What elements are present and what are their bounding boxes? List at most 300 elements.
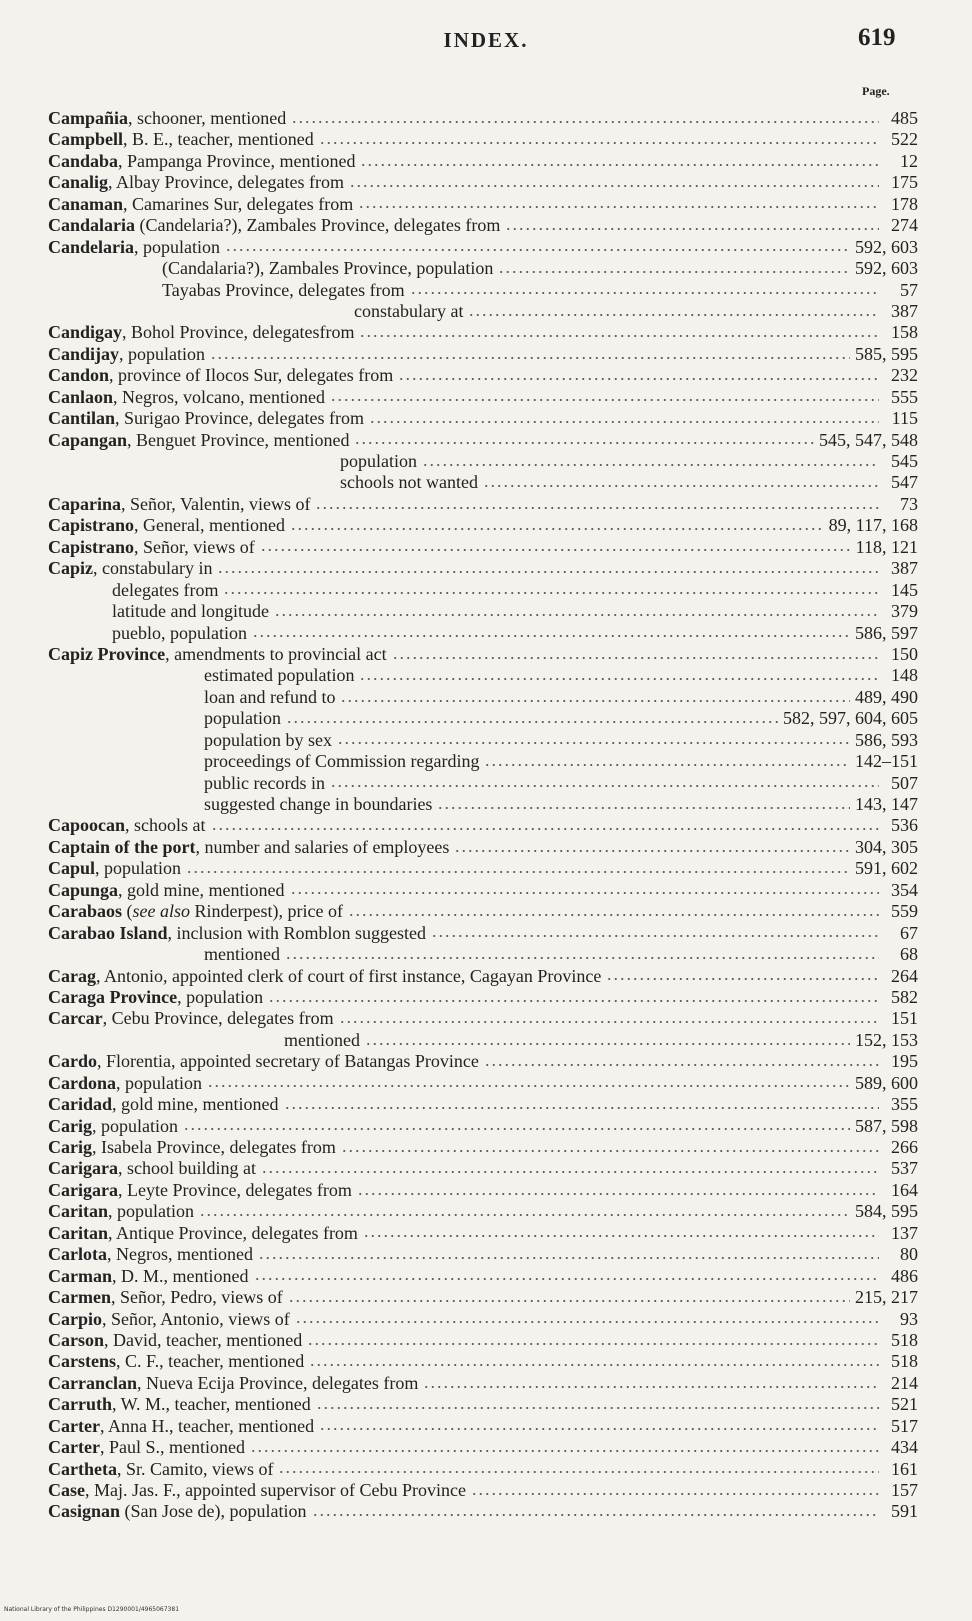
entry-text: , Señor, views of xyxy=(134,536,255,557)
entry-heading: Carpio xyxy=(48,1308,102,1329)
page-reference: 143, 147 xyxy=(855,794,918,814)
entry-label xyxy=(48,108,286,129)
entry-label xyxy=(48,1373,418,1394)
dot-leader xyxy=(210,356,850,360)
dot-leader xyxy=(505,227,879,231)
dot-leader xyxy=(260,548,851,552)
page-reference: 559 xyxy=(891,901,918,922)
entry-text: proceedings of Commission regarding xyxy=(204,751,480,772)
entry-text: , province of Ilocos Sur, delegates from xyxy=(109,365,394,386)
dot-leader xyxy=(431,934,879,938)
dot-leader xyxy=(312,1513,880,1517)
page-reference: 518 xyxy=(891,1329,918,1350)
entry-text: , Negros, mentioned xyxy=(106,1244,253,1265)
entry-label xyxy=(48,322,354,343)
index-entry xyxy=(48,172,918,193)
dot-leader xyxy=(365,1042,850,1046)
page-reference: 145 xyxy=(891,579,918,600)
dot-leader xyxy=(437,806,850,810)
entry-heading: Cartheta xyxy=(48,1458,117,1479)
entry-heading: Carmen xyxy=(48,1287,111,1308)
entry-heading: Carter xyxy=(48,1415,100,1436)
entry-heading: Caridad xyxy=(48,1094,113,1115)
entry-label xyxy=(48,1137,336,1158)
page-reference: 536 xyxy=(891,815,918,836)
dot-leader xyxy=(337,741,850,745)
page-reference: 158 xyxy=(891,322,918,343)
entry-heading: Cardona xyxy=(48,1072,117,1093)
dot-leader xyxy=(268,999,879,1003)
index-entry-list xyxy=(48,108,918,1523)
dot-leader xyxy=(217,570,879,574)
entry-label xyxy=(48,387,325,408)
entry-label xyxy=(48,472,478,493)
dot-leader xyxy=(498,270,850,274)
index-entry xyxy=(48,215,918,236)
index-entry xyxy=(48,1416,918,1437)
entry-text: , population xyxy=(134,236,221,257)
dot-leader xyxy=(252,634,850,638)
entry-label xyxy=(48,837,449,858)
entry-text: , Maj. Jas. F., appointed supervisor of Cebu Province xyxy=(85,1480,467,1500)
entry-label xyxy=(48,301,463,322)
dot-leader xyxy=(340,699,850,703)
index-entry xyxy=(48,794,918,815)
dot-leader xyxy=(286,720,778,724)
entry-heading: Capiz Province xyxy=(48,643,166,664)
index-entry xyxy=(48,1137,918,1158)
entry-label xyxy=(48,923,426,944)
dot-leader xyxy=(274,613,879,617)
entry-label xyxy=(48,623,247,644)
entry-heading: Capangan xyxy=(48,429,128,450)
index-entry xyxy=(48,665,918,686)
entry-heading: Carag xyxy=(48,965,96,986)
index-entry xyxy=(48,601,918,622)
entry-label xyxy=(48,987,263,1008)
entry-label xyxy=(48,580,218,601)
page-reference: 161 xyxy=(891,1458,918,1479)
index-entry xyxy=(48,1501,918,1522)
entry-heading: Carabaos xyxy=(48,901,123,922)
dot-leader xyxy=(285,956,879,960)
page-reference: 215, 217 xyxy=(855,1287,918,1308)
dot-leader xyxy=(309,1363,879,1367)
entry-label xyxy=(48,194,353,215)
dot-leader xyxy=(291,120,879,124)
entry-label xyxy=(48,1351,304,1372)
index-entry xyxy=(48,644,918,665)
entry-text: population xyxy=(340,451,417,471)
page-reference: 93 xyxy=(900,1308,918,1329)
page-reference: 591, 602 xyxy=(855,858,918,879)
entry-heading: Candelaria xyxy=(48,236,135,257)
dot-leader xyxy=(359,677,879,681)
entry-label xyxy=(48,815,206,836)
entry-heading: Capiz xyxy=(48,558,93,579)
dot-leader xyxy=(183,1127,850,1131)
entry-label xyxy=(48,1309,290,1330)
page-reference: 118, 121 xyxy=(855,536,918,557)
entry-label xyxy=(48,880,285,901)
entry-text: , Nueva Ecija Province, delegates from xyxy=(137,1372,419,1393)
index-entry xyxy=(48,108,918,129)
entry-text: latitude and longitude xyxy=(112,601,269,622)
entry-text: (Candelaria?), Zambales Province, delegates from xyxy=(135,215,501,236)
page-reference: 518 xyxy=(891,1351,918,1372)
dot-leader xyxy=(398,377,879,381)
index-entry xyxy=(48,515,918,536)
entry-heading: Carman xyxy=(48,1265,112,1286)
entry-text: (San Jose de), population xyxy=(120,1501,307,1522)
index-entry xyxy=(48,301,918,322)
index-entry xyxy=(48,194,918,215)
entry-label xyxy=(48,494,310,515)
entry-label xyxy=(48,1266,249,1287)
dot-leader xyxy=(392,656,879,660)
entry-text: , population xyxy=(92,1115,178,1136)
page-reference: 150 xyxy=(891,643,918,664)
dot-leader xyxy=(339,1020,879,1024)
entry-heading: Campañia xyxy=(48,108,129,128)
index-entry xyxy=(48,129,918,150)
index-entry xyxy=(48,1309,918,1330)
entry-label xyxy=(48,1158,256,1179)
page-reference: 68 xyxy=(900,944,918,965)
entry-heading: Cardo xyxy=(48,1051,97,1072)
entry-heading: Caraga Province xyxy=(48,986,178,1007)
dot-leader xyxy=(422,463,879,467)
running-head-title: INDEX. xyxy=(443,28,529,52)
index-entry xyxy=(48,365,918,386)
entry-label xyxy=(48,1416,314,1437)
index-entry xyxy=(48,344,918,365)
entry-heading: Cantilan xyxy=(48,408,116,429)
entry-label xyxy=(48,344,205,365)
entry-label xyxy=(48,1180,352,1201)
dot-leader xyxy=(471,1492,879,1496)
entry-heading: Carranclan xyxy=(48,1372,137,1393)
page-reference: 507 xyxy=(891,772,918,793)
entry-text: , Sr. Camito, views of xyxy=(116,1458,274,1479)
entry-text: , Isabela Province, delegates from xyxy=(92,1137,336,1157)
entry-label xyxy=(48,172,344,193)
dot-leader xyxy=(211,827,879,831)
page-reference: 73 xyxy=(900,493,918,514)
entry-heading: Capistrano xyxy=(48,515,135,536)
index-entry xyxy=(48,880,918,901)
entry-label xyxy=(48,1008,334,1029)
entry-text: , Camarines Sur, delegates from xyxy=(123,193,354,214)
entry-heading: Candaba xyxy=(48,150,119,171)
entry-text: , D. M., mentioned xyxy=(112,1265,249,1286)
index-entry xyxy=(48,1437,918,1458)
entry-text: , constabulary in xyxy=(93,558,213,579)
page-reference: 489, 490 xyxy=(855,686,918,707)
entry-heading: Canlaon xyxy=(48,386,114,407)
page-reference: 354 xyxy=(891,879,918,900)
page-reference: 355 xyxy=(891,1094,918,1115)
index-entry xyxy=(48,1094,918,1115)
page-reference: 547 xyxy=(891,472,918,493)
index-entry xyxy=(48,580,918,601)
entry-heading: Captain of the port xyxy=(48,836,196,857)
entry-label xyxy=(48,687,335,708)
index-entry xyxy=(48,258,918,279)
page-reference: 304, 305 xyxy=(855,836,918,857)
entry-label xyxy=(48,1094,279,1115)
entry-label xyxy=(48,408,364,429)
entry-heading: Carig xyxy=(48,1115,92,1136)
entry-label: Carabaos (see also Rinderpest), price of xyxy=(48,901,343,922)
entry-label xyxy=(48,601,269,622)
entry-text: , David, teacher, mentioned xyxy=(104,1329,303,1350)
index-entry xyxy=(48,1180,918,1201)
entry-text: , Señor, Pedro, views of xyxy=(110,1287,283,1308)
entry-heading: Carigara xyxy=(48,1179,118,1200)
entry-heading: Carcar xyxy=(48,1008,103,1029)
entry-heading: Campbell xyxy=(48,129,124,150)
entry-text: , schooner, mentioned xyxy=(128,108,287,128)
page-reference: 214 xyxy=(891,1372,918,1393)
index-entry xyxy=(48,773,918,794)
entry-heading: Carruth xyxy=(48,1394,112,1415)
dot-leader xyxy=(316,1406,879,1410)
entry-text: , Benguet Province, mentioned xyxy=(127,429,350,450)
dot-leader xyxy=(468,313,879,317)
page-reference: 592, 603 xyxy=(855,236,918,257)
entry-label xyxy=(48,237,220,258)
page-reference: 545 xyxy=(891,451,918,471)
dot-leader xyxy=(307,1342,879,1346)
index-entry xyxy=(48,1459,918,1480)
entry-label xyxy=(48,1201,194,1222)
entry-label xyxy=(48,280,405,301)
dot-leader xyxy=(290,527,824,531)
dot-leader xyxy=(319,1427,879,1431)
entry-label xyxy=(48,129,314,150)
dot-leader xyxy=(363,1234,879,1238)
entry-text: pueblo, population xyxy=(112,622,247,643)
entry-label xyxy=(48,751,479,772)
index-entry xyxy=(48,987,918,1008)
entry-text: , W. M., teacher, mentioned xyxy=(112,1394,311,1415)
dot-leader xyxy=(223,591,879,595)
entry-label xyxy=(48,1051,479,1072)
entry-heading: Canalig xyxy=(48,172,109,193)
entry-text: suggested change in boundaries xyxy=(204,794,433,814)
index-entry xyxy=(48,901,918,922)
entry-text: Rinderpest), price of xyxy=(190,901,343,922)
entry-label xyxy=(48,1030,360,1051)
entry-label xyxy=(48,1116,178,1137)
index-entry xyxy=(48,430,918,451)
library-footer: National Library of the Philippines D1290001/4965067381 xyxy=(4,1606,180,1613)
index-entry xyxy=(48,494,918,515)
entry-text: , Antique Province, delegates from xyxy=(108,1222,358,1243)
entry-text: mentioned xyxy=(204,944,280,965)
entry-text: , population xyxy=(119,343,206,364)
entry-heading: Candalaria xyxy=(48,215,136,236)
entry-label xyxy=(48,1394,311,1415)
entry-label xyxy=(48,1437,245,1458)
index-entry xyxy=(48,730,918,751)
entry-label xyxy=(48,944,280,965)
entry-label xyxy=(48,430,349,451)
entry-label xyxy=(48,858,181,879)
entry-label xyxy=(48,1223,358,1244)
entry-label xyxy=(48,730,332,751)
entry-heading: Case xyxy=(48,1480,85,1500)
entry-heading: Capoocan xyxy=(48,815,126,836)
dot-leader xyxy=(261,1170,879,1174)
index-entry xyxy=(48,558,918,579)
page-reference: 115 xyxy=(891,408,918,429)
entry-text: , C. F., teacher, mentioned xyxy=(116,1351,305,1372)
dot-leader xyxy=(423,1385,879,1389)
entry-heading: Carson xyxy=(48,1329,105,1350)
entry-text: , Albay Province, delegates from xyxy=(108,172,344,193)
entry-label xyxy=(48,644,387,665)
index-entry xyxy=(48,1051,918,1072)
dot-leader xyxy=(254,1277,880,1281)
page-reference: 589, 600 xyxy=(855,1072,918,1093)
entry-label xyxy=(48,1330,302,1351)
index-entry xyxy=(48,1008,918,1029)
entry-heading: Caritan xyxy=(48,1222,108,1243)
entry-text: public records in xyxy=(204,772,325,793)
entry-label xyxy=(48,1244,253,1265)
index-entry xyxy=(48,322,918,343)
entry-text: , schools at xyxy=(125,815,206,836)
entry-text: , Paul S., mentioned xyxy=(99,1437,245,1458)
page-reference: 545, 547, 548 xyxy=(819,429,918,450)
entry-label xyxy=(48,1501,307,1522)
entry-text: , gold mine, mentioned xyxy=(118,879,285,900)
cross-reference: see also xyxy=(132,901,191,922)
index-entry xyxy=(48,1223,918,1244)
dot-leader xyxy=(319,141,879,145)
dot-leader xyxy=(341,1149,879,1153)
entry-label xyxy=(48,794,432,815)
index-entry xyxy=(48,408,918,429)
entry-heading: Carstens xyxy=(48,1351,116,1372)
index-entry xyxy=(48,708,918,729)
dot-leader xyxy=(358,205,879,209)
entry-text: estimated population xyxy=(204,665,355,686)
entry-text: , population xyxy=(95,858,182,879)
entry-text: constabulary at xyxy=(354,300,464,321)
entry-heading: Caparina xyxy=(48,493,122,514)
entry-heading: Capistrano xyxy=(48,536,135,557)
entry-text: , inclusion with Romblon suggested xyxy=(167,922,427,943)
entry-label xyxy=(48,215,500,236)
dot-leader xyxy=(290,891,879,895)
entry-text: , population xyxy=(116,1072,203,1093)
entry-heading: Candijay xyxy=(48,343,120,364)
entry-text: , amendments to provincial act xyxy=(165,643,387,664)
entry-heading: Carter xyxy=(48,1437,100,1458)
page-reference: 151 xyxy=(891,1008,918,1029)
page-reference: 148 xyxy=(891,665,918,686)
page-reference: 57 xyxy=(900,279,918,300)
entry-label xyxy=(48,966,601,987)
index-entry xyxy=(48,1373,918,1394)
index-entry xyxy=(48,537,918,558)
entry-label xyxy=(48,537,255,558)
index-entry xyxy=(48,944,918,965)
entry-text: , number and salaries of employees xyxy=(195,836,450,857)
page-reference: 89, 117, 168 xyxy=(828,515,918,536)
entry-text: population xyxy=(204,708,281,729)
entry-text: , Leyte Province, delegates from xyxy=(117,1179,352,1200)
index-entry xyxy=(48,623,918,644)
dot-leader xyxy=(483,484,879,488)
index-entry xyxy=(48,858,918,879)
page-reference: 586, 593 xyxy=(855,729,918,750)
entry-label xyxy=(48,558,212,579)
page-reference: 486 xyxy=(891,1265,918,1286)
index-entry xyxy=(48,1116,918,1137)
dot-leader xyxy=(330,784,879,788)
page-reference: 521 xyxy=(891,1394,918,1415)
entry-text: , Florentia, appointed secretary of Batangas Province xyxy=(97,1051,479,1072)
dot-leader xyxy=(330,398,879,402)
page-reference: 587, 598 xyxy=(855,1115,918,1136)
page-reference: 195 xyxy=(891,1051,918,1072)
entry-heading: Carig xyxy=(48,1137,92,1157)
entry-heading: Candigay xyxy=(48,322,123,343)
page-reference: 585, 595 xyxy=(855,343,918,364)
page-reference: 591 xyxy=(891,1501,918,1522)
page-number: 619 xyxy=(858,24,896,51)
page-reference: 555 xyxy=(891,386,918,407)
page-reference: 517 xyxy=(891,1415,918,1436)
entry-text: (Candalaria?), Zambales Province, population xyxy=(162,258,494,279)
page-reference: 137 xyxy=(891,1222,918,1243)
entry-label xyxy=(48,1459,273,1480)
entry-text: , population xyxy=(177,986,264,1007)
index-entry xyxy=(48,1480,918,1501)
index-entry xyxy=(48,1244,918,1265)
entry-label xyxy=(48,665,354,686)
dot-leader xyxy=(315,506,879,510)
dot-leader xyxy=(348,913,879,917)
page-reference: 178 xyxy=(891,193,918,214)
entry-heading: Carlota xyxy=(48,1244,107,1265)
dot-leader xyxy=(484,1063,879,1067)
dot-leader xyxy=(288,1299,850,1303)
page-reference: 387 xyxy=(891,558,918,579)
index-entry xyxy=(48,687,918,708)
index-entry xyxy=(48,1073,918,1094)
index-entry xyxy=(48,815,918,836)
entry-label xyxy=(48,258,493,279)
page-reference: 274 xyxy=(891,215,918,236)
index-entry xyxy=(48,966,918,987)
index-entry xyxy=(48,1351,918,1372)
entry-label xyxy=(48,773,325,794)
index-entry xyxy=(48,151,918,172)
entry-label xyxy=(48,708,281,729)
page-reference: 485 xyxy=(891,108,918,128)
entry-heading: Candon xyxy=(48,365,110,386)
index-entry xyxy=(48,387,918,408)
page-reference: 164 xyxy=(891,1179,918,1200)
dot-leader xyxy=(484,763,850,767)
index-entry xyxy=(48,1201,918,1222)
entry-heading: Caritan xyxy=(48,1201,108,1222)
